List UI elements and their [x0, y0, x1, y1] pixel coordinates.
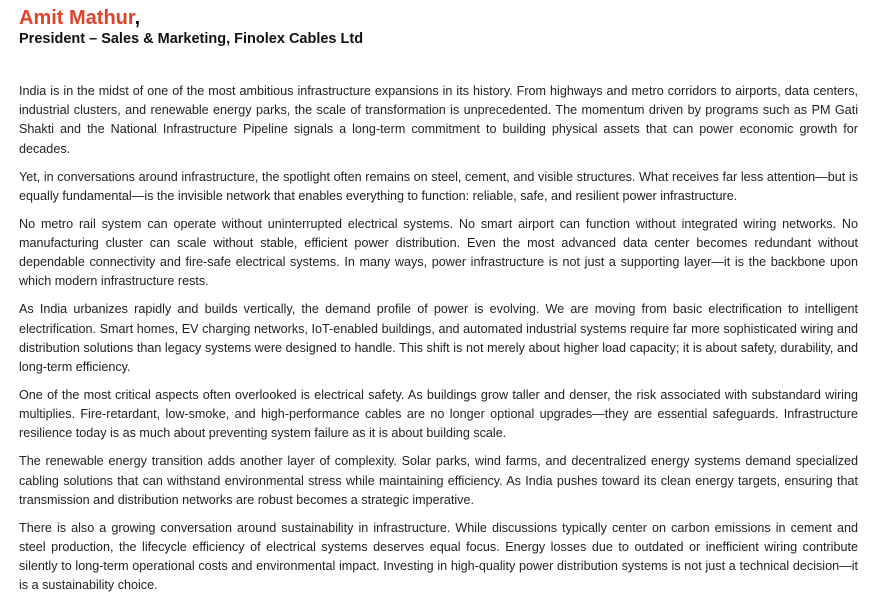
- article-paragraph: The renewable energy transition adds another layer of complexity. Solar parks, wind farms, and decentralized energy systems demand specialized cabling solutions that can withstand environmental stress while maintaining efficiency. As India pushes toward its clean energy targets, ensuring that transmission and distribution networks are robust becomes a strategic imperative.: [19, 454, 858, 507]
- author-header: [19, 6, 858, 48]
- article-paragraph: India is in the midst of one of the most ambitious infrastructure expansions in its history. From highways and metro corridors to airports, data centers, industrial clusters, and renewable energy parks, the scale of transformation is unprecedented. The momentum driven by programs such as PM Gati Shakti and the National Infrastructure Pipeline signals a long-term commitment to building physical assets that can power economic growth for decades.: [19, 84, 858, 156]
- article-paragraph: One of the most critical aspects often overlooked is electrical safety. As buildings grow taller and denser, the risk associated with substandard wiring multiplies. Fire-retardant, low-smoke, and high-performance cables are no longer optional upgrades—they are essential safeguards. Infrastructure resilience today is as much about preventing system failure as it is about building scale.: [19, 388, 858, 441]
- author-title: President – Sales & Marketing, Finolex Cables Ltd: [19, 31, 364, 47]
- article-paragraph: No metro rail system can operate without uninterrupted electrical systems. No smart airport can function without integrated wiring networks. No manufacturing cluster can scale without stable, efficient power distribution. Even the most advanced data center becomes redundant without dependable connectivity and fire-safe electrical systems. In many ways, power infrastructure is not just a supporting layer—it is the backbone upon which modern infrastructure rests.: [19, 216, 858, 289]
- article-paragraph: As India urbanizes rapidly and builds vertically, the demand profile of power is evolving. We are moving from basic electrification to intelligent electrification. Smart homes, EV charging networks, IoT-enabled buildings, and automated industrial systems require far more sophisticated wiring and distribution solutions than legacy systems were designed to handle. This shift is not merely about higher load capacity; it is about safety, durability, and long-term efficiency.: [19, 302, 858, 375]
- author-name: Amit Mathur: [19, 7, 135, 29]
- author-byline: [19, 6, 858, 30]
- article-paragraph: Yet, in conversations around infrastructure, the spotlight often remains on steel, cement, and visible structures. What receives far less attention—but is equally fundamental—is the invisible network that enables everything to function: reliable, safe, and resilient power infrastructure.: [19, 169, 858, 203]
- article-paragraph: There is also a growing conversation around sustainability in infrastructure. While discussions typically center on carbon emissions in cement and steel production, the lifecycle efficiency of electrical systems deserves equal focus. Energy losses due to outdated or inefficient wiring contribute silently to long-term operational costs and environmental impact. Investing in high-quality power distribution systems is not just a technical decision—it is a sustainability choice.: [19, 520, 858, 593]
- author-name-suffix: ,: [134, 7, 141, 29]
- article-body: [19, 82, 858, 596]
